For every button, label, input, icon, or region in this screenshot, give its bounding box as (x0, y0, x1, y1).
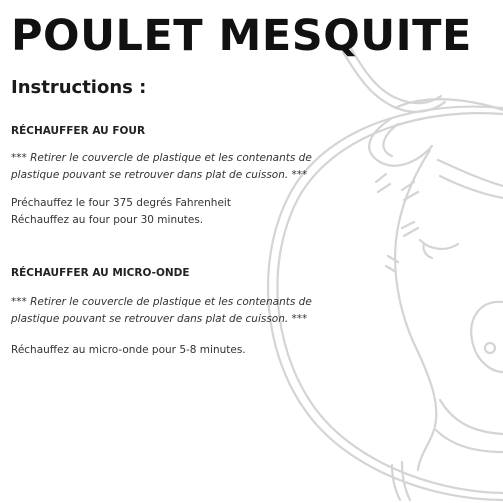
oven-step-preheat: Préchauffez le four 375 degrés Fahrenheit (11, 197, 231, 209)
microwave-warning-line-2: plastique pouvant se retrouver dans plat de cuisson. *** (11, 313, 308, 325)
microwave-heading: RÉCHAUFFER AU MICRO-ONDE (11, 267, 190, 279)
oven-step-heat: Réchauffez au four pour 30 minutes. (11, 214, 204, 226)
oven-warning (11, 150, 312, 184)
oven-warning-line-2: plastique pouvant se retrouver dans plat de cuisson. *** (11, 169, 308, 181)
microwave-warning-line-1: *** Retirer le couvercle de plastique et les contenants de (11, 296, 312, 308)
instructions-label: Instructions : (11, 77, 147, 98)
oven-steps (11, 195, 231, 229)
oven-heading: RÉCHAUFFER AU FOUR (11, 125, 146, 137)
oven-warning-line-1: *** Retirer le couvercle de plastique et les contenants de (11, 152, 312, 164)
page-title: POULET MESQUITE (11, 11, 472, 61)
microwave-step-heat: Réchauffez au micro-onde pour 5-8 minutes. (11, 344, 246, 356)
microwave-warning (11, 294, 312, 328)
microwave-steps (11, 342, 246, 359)
